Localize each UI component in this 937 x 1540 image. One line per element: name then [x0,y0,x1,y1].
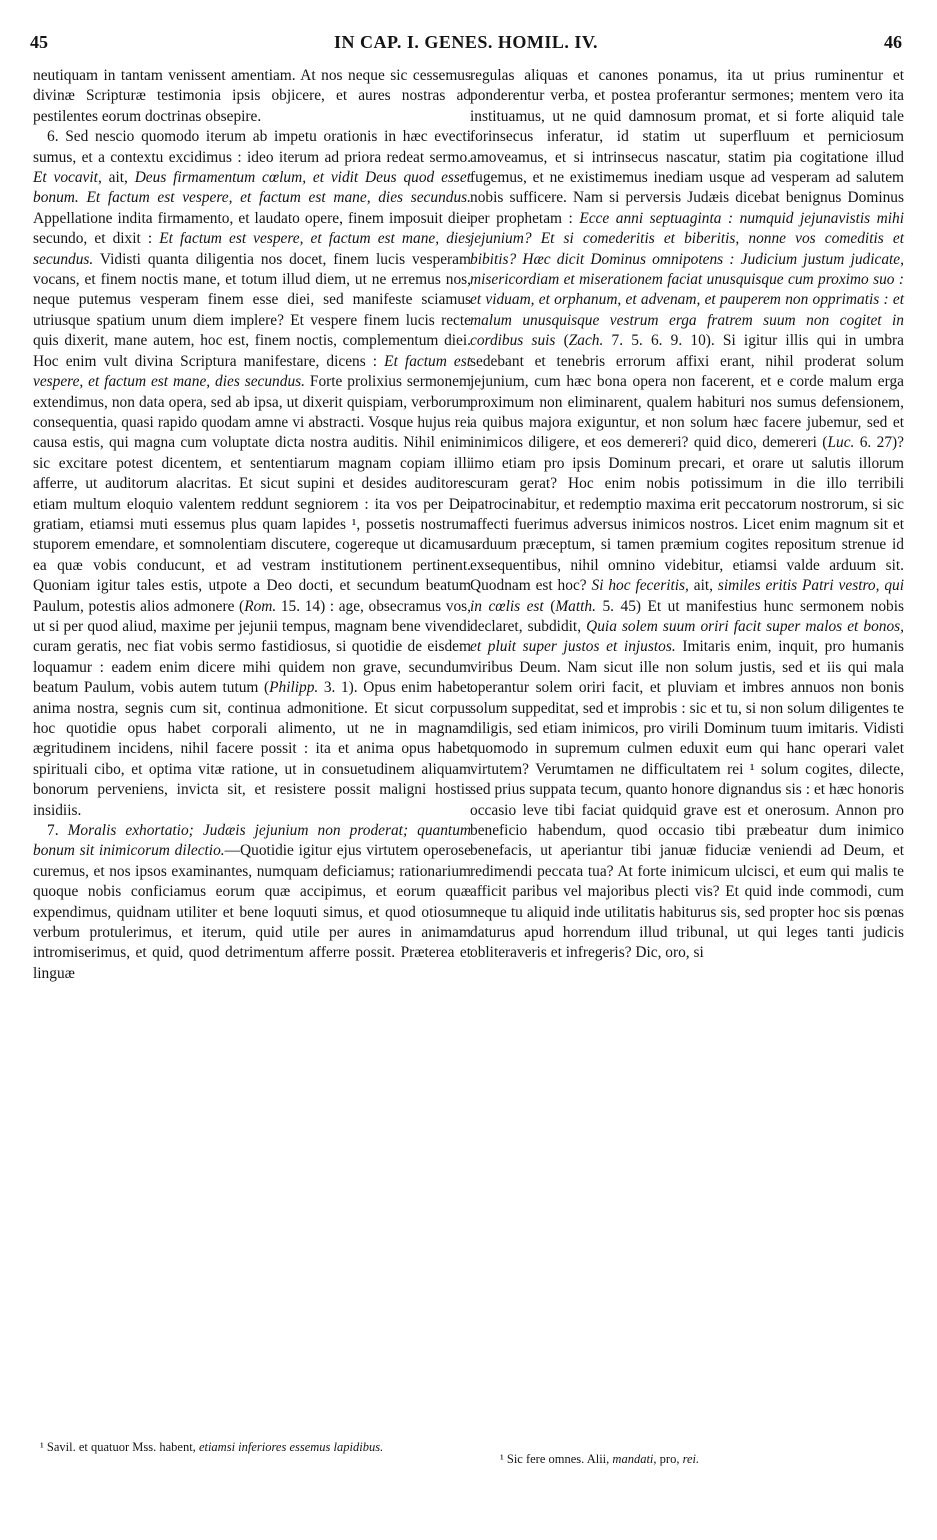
italic-text-run: Deus firmamentum cœlum, et vidit Deus quod esset bonum. Et factum est vespere, et factum est mane, dies secundus. [33,169,471,207]
italic-text-run: rei. [682,1452,700,1466]
text-run: Appellatione indita firmamento, et laudato opere, finem imposuit diei secundo, et dixit : [33,209,471,248]
text-run: 7. [47,822,68,840]
text-run: ¹ Savil. et quatuor Mss. habent, [40,1440,199,1454]
left-column [33,66,471,984]
text-run: —Quotidie igitur ejus virtutem operose curemus, et nos ipsos examinantes, numquam deficiamus; rationarium quoque nobis conficiamus eorum quæ accipimus, et eorum quæ expendimus, quidnam utiliter et bene loquuti simus, et quod otiosum verbum protulerimus, et iterum, quid utile per aures in animam intromiserimus, et quid, quod detrimentum afferre possit. Præterea et linguæ [33,842,471,982]
text-run: 5. 45) Et ut manifestius hunc sermonem nobis declaret, subdidit, [470,597,904,635]
text-run: 6. Sed nescio quomodo iterum ab impetu orationis in hæc evecti sumus, et a contextu excidimus : ideo iterum ad priora redeat sermo. [33,128,471,166]
text-run: ( [555,332,569,350]
italic-text-run: etiamsi inferiores essemus lapidibus. [198,1440,384,1454]
text-run: , ait, [97,169,135,187]
italic-text-run: Moralis exhortatio; Judæis jejunium non proderat; quantum bonum sit inimicorum dilectio. [33,822,471,860]
text-run: Forte prolixius sermonem extendimus, non data opera, sed ab ipsa, ut dixerit quispiam, verborum consequentia, quasi rapido quodam amne vi abstracti. Vosque hujus rei causa estis, qui magna cum voluptate dicta nostra auditis. Nihil enim sic excitare potest dicentem, et sententiarum magnam copiam illi afferre, ut auditorum alacritas. Et sicut supini et desides auditores etiam multum eloquio valentem reddunt segniorem : ita vos per Dei gratiam, etiamsi muti essemus plus quam lapides ¹, possetis nostrum stuporem emendare, et somnolentiam discutere, cogereque ut dicamus ea quæ vobis conducunt, et ad vestram institutionem pertinent. Quoniam igitur tales estis, utpote a Deo docti, et secundum beatum Paulum, potestis alios admonere ( [33,373,471,615]
text-run: neutiquam in tantam venissent amentiam. At nos neque sic cessemus divinæ Scripturæ testimonia ipsis objicere, et aures nostras ad pestilentes eorum doctrinas obsepire. [33,67,471,125]
paragraph [33,127,471,821]
text-run: 15. 14) : age, obsecramus vos, ut si per quod aliud, maxime per jejunii tempus, magnam bene vivendi curam geratis, nec fiat vobis sermo fastidiosus, si quotidie de eisdem loquamur : eadem enim dicere mihi quidem non grave, secundum beatum Paulum, vobis autem tutum ( [33,597,471,697]
paragraph [470,66,904,964]
running-title: IN CAP. I. GENES. HOMIL. IV. [333,32,599,52]
italic-text-run: Si hoc feceritis [591,577,686,595]
italic-text-run: Rom. [244,597,277,615]
paragraph [33,66,471,127]
running-header [30,32,902,56]
page-number-left: 45 [30,32,48,52]
text-run: 3. 1). Opus enim habet anima nostra, segnis cum sit, continua admonitione. Et sicut corpus hoc quotidie opus habet corporali alimento, ut ne in magnam ægritudinem incidens, nihil facere possit : ita et anima opus habet spirituali cibo, et optima vitæ ratione, ut in consuetudinem aliquam bonorum perveniens, invicta sit, et resistere possit maligni hostis insidiis. [33,679,471,819]
footnote-right [500,1452,900,1467]
text-run: 7. 5. 6. 9. 10). Si igitur illis qui in umbra sedebant et tenebris errorum affixi erant, nihil proderat solum jejunium, cum hæc bona opera non facerent, et e corde malum erga proximum non eliminarent, qualem habituri nos sumus defensionem, a quibus majora exiguntur, et non solum hæc facere jubemur, sed et inimicos diligere, et eos demereri? quid dico, demereri ( [470,332,904,452]
italic-text-run: Et vocavit [33,169,98,187]
text-run: Vidisti quanta diligentia nos docet, finem lucis vesperam vocans, et finem noctis mane, et totum illud diem, ut ne erremus nos, neque putemus vesperam finem esse diei, sed manifeste sciamus utriusque spatium unum diem implere? Et vespere finem lucis recte quis dixerit, mane autem, hoc est, finem noctis, complementum diei. Hoc enim vult divina Scriptura manifestare, dicens : [33,250,471,370]
italic-text-run: Zach. [568,332,604,350]
italic-text-run: mandati [612,1452,654,1466]
italic-text-run: Ecce anni septuaginta : numquid jejunavistis mihi jejunium? Et si comederitis et biberitis, nonne vos comeditis et bibitis? Hæc dicit Dominus omnipotens : Judicium justum judicate, misericordiam et miserationem faciat unusquisque cum proximo suo : et viduam, et orphanum, et advenam, et pauperem non opprimatis : et malum unusquisque vestrum erga fratrem suum non cogitet in cordibus suis [470,209,905,350]
text-run: ¹ Sic fere omnes. Alii, [500,1452,613,1466]
footnote-left [40,1440,450,1455]
right-column [470,66,904,964]
italic-text-run: Et factum est vespere, et factum est mane, dies secundus. [33,230,471,268]
italic-text-run: Quia solem suum oriri facit super malos et bonos, et pluit super justos et injustos. [470,617,905,656]
italic-text-run: Luc. [827,434,855,452]
text-run: , ait, [685,577,718,595]
italic-text-run: Et factum est vespere, et factum est mane, dies secundus. [33,352,472,391]
text-run: ( [543,597,556,615]
italic-text-run: Matth. [555,597,596,615]
text-run: 6. 27)? imo etiam pro ipsis Dominum precari, et orare ut salutis illorum curam gerat? Hoc enim nobis potissimum in die illo terribili patrocinabitur, et redemptio maxima erit peccatorum nostrorum, si sic affecti fuerimus adversus inimicos nostros. Licet enim magnum sit et arduum præceptum, si tamen præmium cogites repositum strenue id exsequentibus, nihil omnino videbitur, etiamsi valde arduum sit. Quodnam est hoc? [470,434,904,595]
italic-text-run: Philipp. [269,679,319,697]
paragraph [33,821,471,984]
italic-text-run: similes eritis Patri vestro, qui in cœlis est [470,577,904,615]
page-number-right: 46 [884,32,902,52]
text-run: Imitaris enim, inquit, pro humanis viribus Deum. Nam sicut ille non solum justis, sed et iis qui mala operantur solem oriri facit, et pluviam et imbres annuos non bonis solum suppeditat, sed et improbis : sic et tu, si non solum diligentes te diligis, sed etiam inimicos, pro virili Dominum tuum imitaris. Vidisti quomodo in supremum culmen eduxit eum qui hanc operari valet virtutem? Verumtamen ne difficultatem rei ¹ solum cogites, dilecte, sed prius suppata tecum, quanto honore dignandus sis : et hæc honoris occasio leve tibi faciat quidquid grave est et onerosum. Annon pro beneficio habendum, quod occasio tibi præbeatur dum inimico benefacis, ut aperiantur tibi januæ fiduciæ veniendi ad Deum, et redimendi peccata tua? At forte inimicum ulcisci, et eum qui malis te afficit paribus vel majoribus plecti vis? Et quid inde commodi, cum neque tu aliquid inde utilitatis habiturus sis, sed propter hoc sis pœnas daturus apud horrendum illud tribunal, ut qui leges tanti judicis obliteraveris et infregeris? Dic, oro, si [470,638,904,962]
text-run: , pro, [653,1452,683,1466]
text-run: regulas aliquas et canones ponamus, ita ut prius ruminentur et ponderentur verba, et postea proferantur sermones; mentem vero ita instituamus, ut ne quid damnosum promat, et si forte aliquid tale forinsecus inferatur, id statim ut superfluum et perniciosum amoveamus, et si intrinsecus nascatur, statim pia cogitatione illud fugemus, et ne existimemus inediam usque ad vesperam ad salutem nobis sufficere. Nam si perversis Judæis dicebat benignus Dominus per prophetam : [470,67,904,227]
